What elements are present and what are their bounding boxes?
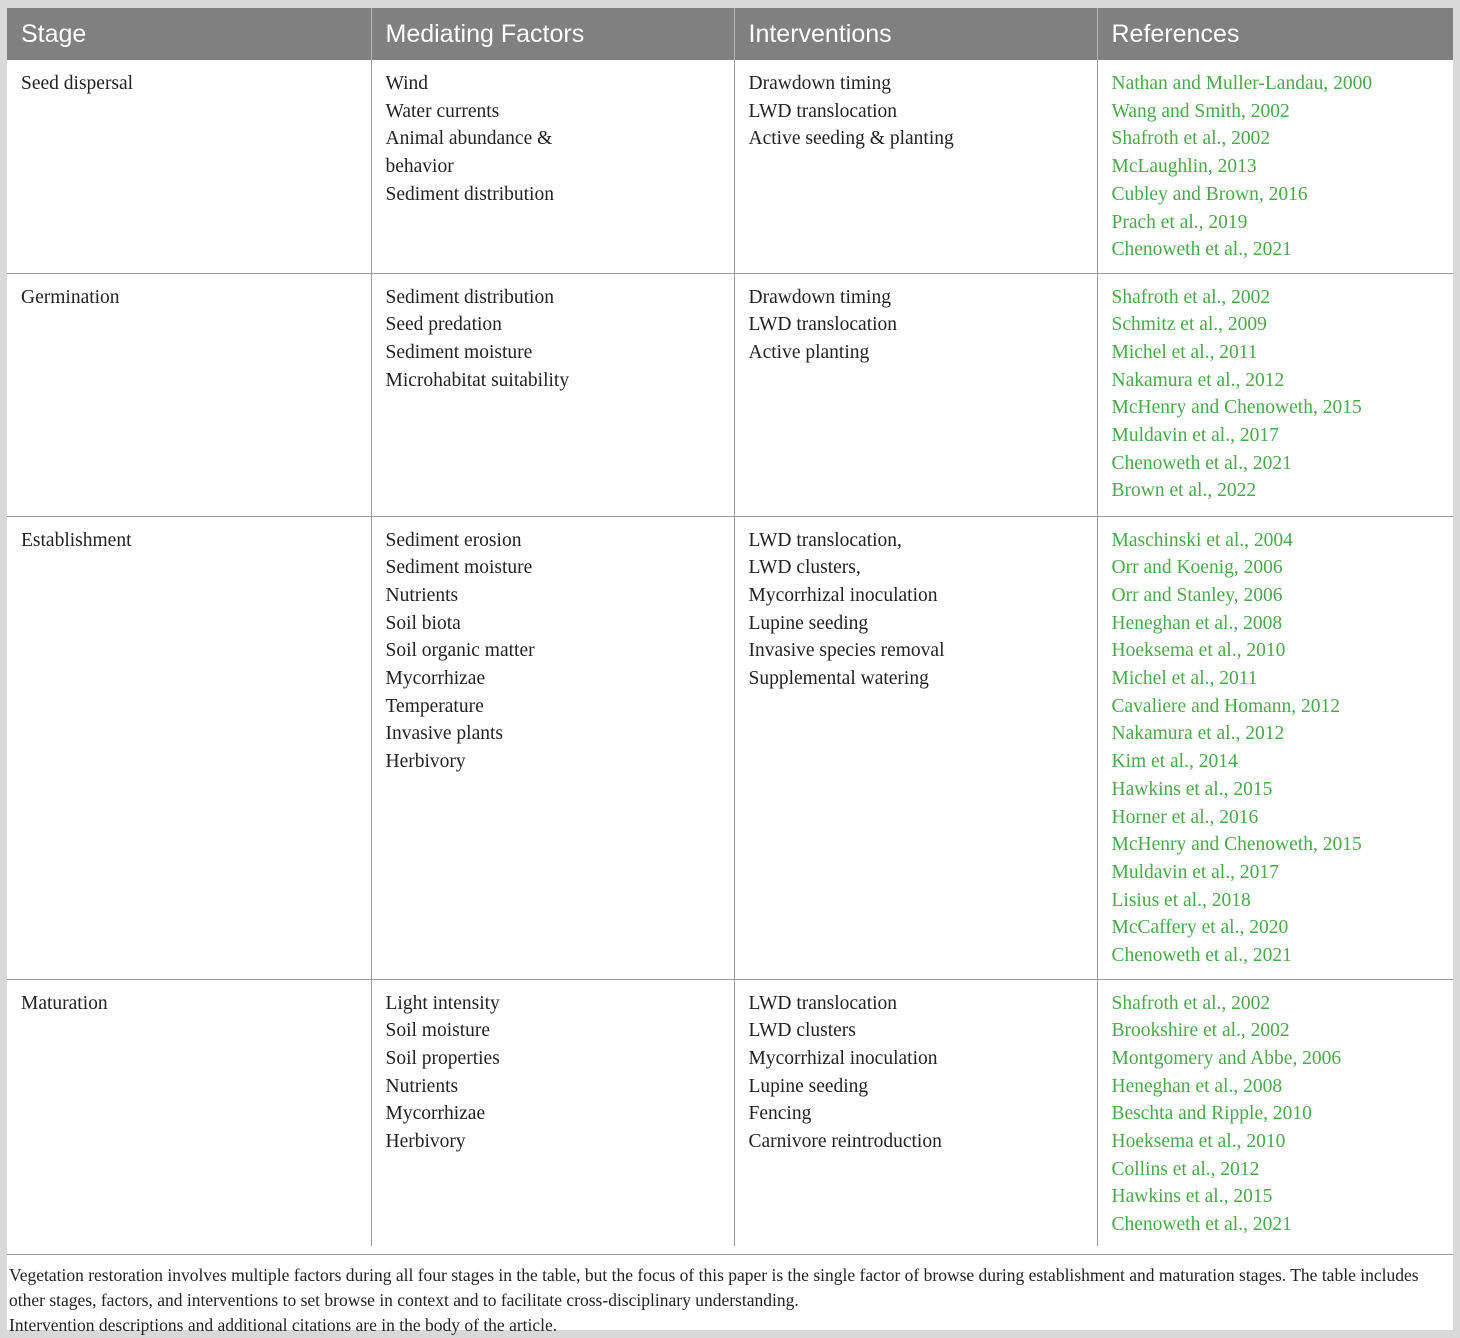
header-stage: Stage — [7, 8, 371, 60]
reference-link[interactable]: Nakamura et al., 2012 — [1111, 723, 1285, 745]
reference-link[interactable]: Brown et al., 2022 — [1111, 480, 1257, 502]
footnote-paragraph: Intervention descriptions and additional citations are in the body of the article. — [9, 1315, 558, 1335]
factor-item: Invasive plants — [385, 723, 504, 745]
factors-cell — [371, 979, 734, 1246]
references-cell — [1097, 273, 1453, 516]
restoration-stages-table — [7, 8, 1453, 1246]
reference-link[interactable]: Brookshire et al., 2002 — [1111, 1020, 1290, 1042]
header-interventions: Interventions — [734, 8, 1097, 60]
reference-link[interactable]: Nakamura et al., 2012 — [1111, 369, 1285, 391]
factor-item: Water currents — [385, 100, 500, 122]
factor-item: Microhabitat suitability — [385, 369, 570, 391]
factor-item: Seed predation — [385, 314, 502, 336]
interventions-cell — [734, 60, 1097, 273]
table-row — [7, 979, 1453, 1246]
intervention-item: LWD translocation — [748, 314, 898, 336]
table-row — [7, 273, 1453, 516]
factors-cell — [371, 60, 734, 273]
reference-link[interactable]: Shafroth et al., 2002 — [1111, 128, 1271, 150]
factors-cell — [371, 273, 734, 516]
table-frame — [7, 8, 1453, 1335]
reference-link[interactable]: Beschta and Ripple, 2010 — [1111, 1103, 1312, 1125]
factor-item: Herbivory — [385, 751, 466, 773]
factor-item: Nutrients — [385, 1075, 459, 1097]
intervention-item: Invasive species removal — [748, 640, 945, 662]
intervention-item: LWD translocation, — [748, 529, 902, 551]
references-cell — [1097, 516, 1453, 979]
factor-item: Nutrients — [385, 584, 459, 606]
factor-item: Sediment distribution — [385, 183, 554, 205]
reference-link[interactable]: Orr and Koenig, 2006 — [1111, 557, 1283, 579]
reference-link[interactable]: Nathan and Muller-Landau, 2000 — [1111, 73, 1373, 94]
stage-cell — [7, 60, 371, 273]
reference-link[interactable]: Cubley and Brown, 2016 — [1111, 183, 1308, 205]
factor-item: Herbivory — [385, 1131, 466, 1153]
reference-link[interactable]: Shafroth et al., 2002 — [1111, 992, 1271, 1014]
intervention-item: LWD translocation — [748, 992, 898, 1014]
factor-item: Mycorrhizae — [385, 668, 486, 690]
reference-link[interactable]: McHenry and Chenoweth, 2015 — [1111, 397, 1362, 419]
reference-link[interactable]: Montgomery and Abbe, 2006 — [1111, 1047, 1342, 1069]
table-header-row — [7, 8, 1453, 60]
reference-link[interactable]: McCaffery et al., 2020 — [1111, 917, 1289, 939]
factor-item: Sediment moisture — [385, 341, 533, 363]
reference-link[interactable]: Schmitz et al., 2009 — [1111, 314, 1267, 336]
intervention-item: LWD clusters — [748, 1020, 856, 1042]
intervention-item: Active seeding & planting — [748, 128, 954, 150]
reference-link[interactable]: Muldavin et al., 2017 — [1111, 425, 1279, 447]
reference-link[interactable]: Kim et al., 2014 — [1111, 751, 1238, 773]
references-cell — [1097, 979, 1453, 1246]
header-mediating-factors: Mediating Factors — [371, 8, 734, 60]
stage-label: Maturation — [21, 992, 108, 1014]
intervention-item: LWD clusters, — [748, 557, 861, 579]
reference-link[interactable]: Chenoweth et al., 2021 — [1111, 945, 1292, 967]
factor-item: Soil organic matter — [385, 640, 535, 662]
reference-link[interactable]: McLaughlin, 2013 — [1111, 156, 1257, 178]
intervention-item: Supplemental watering — [748, 668, 929, 690]
reference-link[interactable]: Collins et al., 2012 — [1111, 1158, 1260, 1180]
interventions-cell — [734, 516, 1097, 979]
factor-item: Soil properties — [385, 1047, 500, 1069]
reference-link[interactable]: Chenoweth et al., 2021 — [1111, 1214, 1292, 1236]
intervention-item: Lupine seeding — [748, 1075, 869, 1097]
intervention-item: Fencing — [748, 1103, 812, 1125]
stage-label: Seed dispersal — [21, 73, 134, 94]
factor-item: Animal abundance & behavior — [385, 128, 553, 178]
reference-link[interactable]: Heneghan et al., 2008 — [1111, 612, 1283, 634]
table-row — [7, 516, 1453, 979]
reference-link[interactable]: Heneghan et al., 2008 — [1111, 1075, 1283, 1097]
intervention-item: Active planting — [748, 341, 870, 363]
references-cell — [1097, 60, 1453, 273]
intervention-item: Drawdown timing — [748, 73, 891, 94]
interventions-cell — [734, 273, 1097, 516]
reference-link[interactable]: Cavaliere and Homann, 2012 — [1111, 695, 1341, 717]
factor-item: Soil biota — [385, 612, 461, 634]
intervention-item: Drawdown timing — [748, 286, 891, 308]
reference-link[interactable]: Prach et al., 2019 — [1111, 211, 1248, 233]
reference-link[interactable]: Lisius et al., 2018 — [1111, 889, 1251, 911]
factor-item: Light intensity — [385, 992, 500, 1014]
factor-item: Sediment moisture — [385, 557, 533, 579]
stage-cell — [7, 273, 371, 516]
table-row — [7, 60, 1453, 273]
intervention-item: Mycorrhizal inoculation — [748, 1047, 938, 1069]
factor-item: Sediment erosion — [385, 529, 522, 551]
factor-item: Wind — [385, 73, 429, 94]
factor-item: Temperature — [385, 695, 484, 717]
reference-link[interactable]: Chenoweth et al., 2021 — [1111, 239, 1292, 261]
reference-link[interactable]: Wang and Smith, 2002 — [1111, 100, 1290, 122]
stage-label: Germination — [21, 286, 120, 308]
reference-link[interactable]: Michel et al., 2011 — [1111, 668, 1258, 690]
stage-cell — [7, 979, 371, 1246]
reference-link[interactable]: Shafroth et al., 2002 — [1111, 286, 1271, 308]
intervention-item: Carnivore reintroduction — [748, 1131, 942, 1153]
reference-link[interactable]: Michel et al., 2011 — [1111, 341, 1258, 363]
factor-item: Sediment distribution — [385, 286, 554, 308]
factor-item: Mycorrhizae — [385, 1103, 486, 1125]
reference-link[interactable]: McHenry and Chenoweth, 2015 — [1111, 834, 1362, 856]
intervention-item: LWD translocation — [748, 100, 898, 122]
factors-cell — [371, 516, 734, 979]
reference-link[interactable]: Hoeksema et al., 2010 — [1111, 640, 1286, 662]
stage-cell — [7, 516, 371, 979]
reference-link[interactable]: Horner et al., 2016 — [1111, 806, 1259, 828]
footnote-paragraph: Vegetation restoration involves multiple factors during all four stages in the table, but the focus of this paper is the single factor of browse during establishment and maturation stages. The table includes other stages, factors, and interventions to set browse in context and to facilitate cross-disciplinary understanding. — [9, 1265, 1419, 1310]
header-references: References — [1097, 8, 1453, 60]
intervention-item: Lupine seeding — [748, 612, 869, 634]
reference-link[interactable]: Hawkins et al., 2015 — [1111, 1186, 1273, 1208]
reference-link[interactable]: Chenoweth et al., 2021 — [1111, 452, 1292, 474]
reference-link[interactable]: Hoeksema et al., 2010 — [1111, 1131, 1286, 1153]
reference-link[interactable]: Orr and Stanley, 2006 — [1111, 584, 1283, 606]
reference-link[interactable]: Muldavin et al., 2017 — [1111, 861, 1279, 883]
interventions-cell — [734, 979, 1097, 1246]
stage-label: Establishment — [21, 529, 132, 551]
table-footnote — [7, 1254, 1453, 1338]
reference-link[interactable]: Maschinski et al., 2004 — [1111, 529, 1293, 551]
reference-link[interactable]: Hawkins et al., 2015 — [1111, 778, 1273, 800]
factor-item: Soil moisture — [385, 1020, 491, 1042]
intervention-item: Mycorrhizal inoculation — [748, 584, 938, 606]
